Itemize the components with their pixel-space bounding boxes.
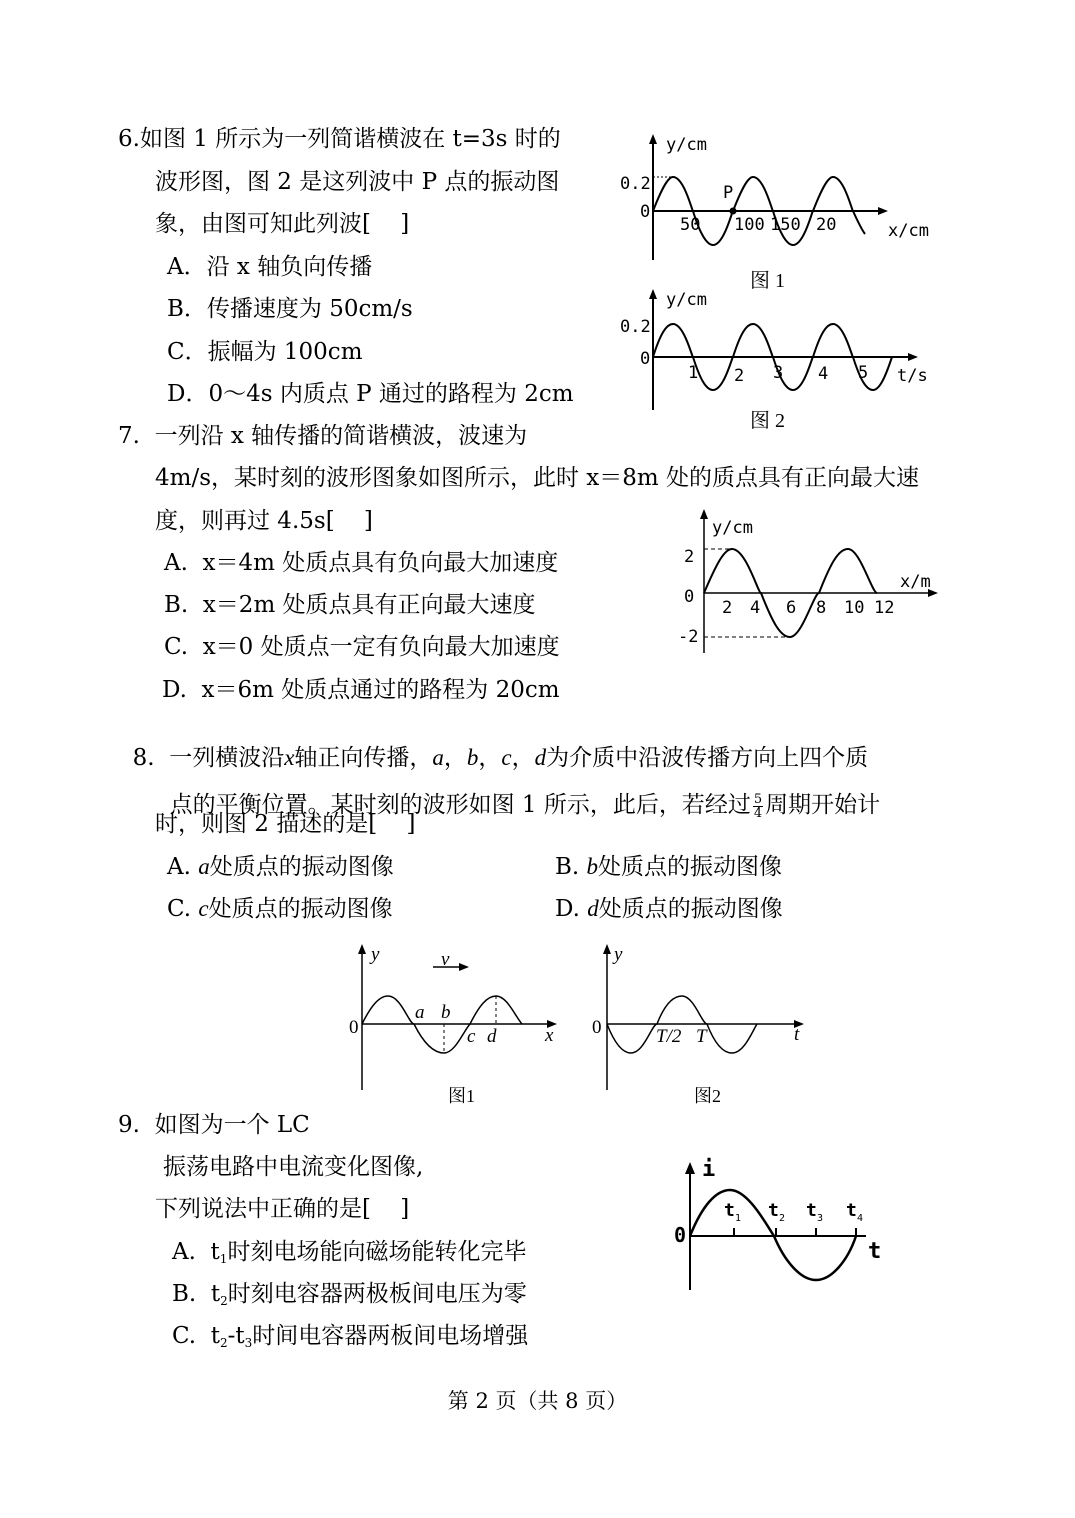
q7-option-c: C. x＝0 处质点一定有负向最大加速度	[164, 634, 560, 660]
svg-text:y: y	[614, 944, 623, 965]
svg-text:i: i	[702, 1157, 716, 1182]
q8-fig1-y-arrow-icon	[358, 944, 366, 954]
q6-fig2-x-arrow-icon	[908, 353, 918, 361]
svg-text:2: 2	[779, 1213, 786, 1224]
svg-text:4: 4	[857, 1213, 864, 1224]
q6-fig1-point-p	[730, 208, 737, 215]
svg-text:t: t	[724, 1200, 735, 1221]
q8-line2-post: 周期开始计	[765, 792, 881, 818]
q8-comma: ，	[511, 745, 535, 771]
q6-fig2-ylabel: y/cm	[666, 290, 707, 310]
q8-frac-den: 4	[753, 805, 763, 821]
q7-fig-xlabel: x/m	[900, 572, 931, 592]
q6-fig1-amp: 0.2	[620, 174, 651, 194]
q7-fig-tick: 6	[786, 598, 797, 618]
q8-option-c: C. c处质点的振动图像	[167, 896, 393, 922]
q9-line1: 9. 如图为一个 LC	[118, 1112, 310, 1138]
q8-fraction	[753, 793, 763, 820]
svg-text:3: 3	[817, 1213, 824, 1224]
q7-fig-ymin: -2	[678, 627, 699, 647]
q8-line3: 时，则图 2 描述的是[ ]	[155, 811, 416, 837]
q7-figure	[670, 505, 950, 655]
svg-text:0: 0	[349, 1017, 359, 1038]
q9-fig-y-arrow-icon	[685, 1162, 695, 1174]
svg-text:t: t	[868, 1239, 882, 1264]
q8-fig1-velocity-arrow-icon	[459, 963, 469, 971]
q8-frac-num: 5	[753, 791, 763, 807]
q6-fig1-tick: 100	[734, 215, 765, 235]
q8-var-a: a	[432, 745, 444, 770]
q6-fig2-tick: 1	[688, 363, 699, 383]
q8-line2-pre: 点的平衡位置。某时刻的波形如图 1 所示，此后，若经过	[169, 792, 751, 818]
svg-text:t: t	[794, 1024, 800, 1045]
q6-fig1-tick: 150	[770, 215, 801, 235]
q8-comma: ，	[443, 745, 467, 771]
svg-text:a: a	[415, 1002, 425, 1023]
q7-fig-tick: 4	[750, 598, 761, 618]
q6-option-c: C．振幅为 100cm	[167, 339, 363, 365]
svg-text:图2: 图2	[694, 1086, 721, 1106]
page-footer: 第 2 页（共 8 页）	[447, 1389, 628, 1413]
q9-figure	[668, 1150, 908, 1300]
q8-line1-pre: 8. 一列横波沿	[132, 745, 285, 771]
q6-fig2-xlabel: t/s	[897, 366, 928, 386]
svg-text:0: 0	[592, 1017, 602, 1038]
svg-text:0: 0	[674, 1223, 687, 1247]
q8-var-b: b	[466, 745, 479, 770]
q7-fig-ymax: 2	[684, 547, 695, 567]
q9-option-c: C. $t_2-t_3$时间电容器两板间电场增强	[172, 1323, 529, 1350]
q8-line1-post: 为介质中沿波传播方向上四个质	[546, 745, 869, 771]
q6-option-b: B．传播速度为 50cm/s	[167, 296, 413, 322]
q6-figure1	[610, 130, 950, 290]
q7-fig-tick: 2	[722, 598, 733, 618]
q8-option-b: B. b处质点的振动图像	[555, 854, 783, 880]
svg-text:t: t	[768, 1200, 779, 1221]
q6-fig2-tick: 5	[858, 363, 869, 383]
svg-text:v: v	[441, 949, 450, 970]
q9-line3: 下列说法中正确的是[ ]	[155, 1196, 410, 1222]
q8-var-x: x	[284, 745, 295, 770]
q7-line3: 度，则再过 4.5s[ ]	[155, 508, 373, 534]
svg-text:T: T	[696, 1026, 707, 1047]
q6-fig1-tick: 50	[680, 215, 701, 235]
q7-fig-tick: 10	[844, 598, 865, 618]
q7-option-d: D. x＝6m 处质点通过的路程为 20cm	[162, 677, 560, 703]
svg-text:b: b	[441, 1002, 451, 1023]
q8-figure1	[345, 940, 575, 1110]
q6-line1: 6.如图 1 所示为一列简谐横波在 t=3s 时的	[118, 126, 561, 152]
q6-fig1-caption: 图 1	[750, 270, 785, 292]
q8-option-a: A. a处质点的振动图像	[167, 854, 394, 880]
svg-text:t: t	[846, 1200, 857, 1221]
q6-fig2-tick: 2	[734, 366, 745, 386]
q6-fig2-tick: 4	[818, 364, 829, 384]
q8-option-d: D. d处质点的振动图像	[555, 896, 783, 922]
q6-fig2-origin: 0	[640, 349, 651, 369]
q6-fig1-tick: 20	[816, 215, 837, 235]
q8-var-d: d	[534, 745, 547, 770]
q7-fig-tick: 12	[874, 598, 895, 618]
svg-text:x: x	[545, 1025, 554, 1046]
q6-fig2-y-arrow-icon	[649, 289, 657, 299]
q6-fig1-origin: 0	[640, 202, 651, 222]
q7-option-a: A. x＝4m 处质点具有负向最大加速度	[164, 550, 559, 576]
q8-comma: ，	[478, 745, 502, 771]
q6-option-a: A．沿 x 轴负向传播	[167, 254, 373, 280]
q7-line2: 4m/s，某时刻的波形图象如图所示，此时 x＝8m 处的质点具有正向最大速	[155, 465, 920, 491]
q7-fig-ylabel: y/cm	[712, 518, 753, 538]
q7-fig-tick: 8	[816, 598, 827, 618]
q8-fig2-y-arrow-icon	[603, 944, 611, 954]
q8-figure2	[590, 940, 820, 1110]
svg-text:t: t	[806, 1200, 817, 1221]
q9-option-b: B. $t_2$时刻电容器两极板间电压为零	[172, 1281, 527, 1308]
q7-fig-origin: 0	[684, 587, 695, 607]
q7-line1: 7. 一列沿 x 轴传播的简谐横波，波速为	[118, 423, 528, 449]
q6-fig1-point-label: P	[723, 183, 734, 203]
svg-text:1: 1	[735, 1213, 742, 1224]
q9-line2: 振荡电路中电流变化图像,	[163, 1154, 424, 1180]
q6-fig2-tick: 3	[773, 363, 784, 383]
svg-text:y: y	[371, 944, 380, 965]
q7-option-b: B. x＝2m 处质点具有正向最大速度	[164, 592, 536, 618]
q9-option-a: A. $t_1$时刻电场能向磁场能转化完毕	[172, 1239, 527, 1266]
q6-fig2-caption: 图 2	[750, 410, 785, 432]
svg-text:d: d	[487, 1026, 497, 1047]
svg-text:c: c	[467, 1026, 476, 1047]
q6-figure2	[610, 285, 950, 435]
q7-fig-y-arrow-icon	[700, 509, 708, 519]
q6-fig1-y-arrow-icon	[649, 134, 657, 144]
svg-text:图1: 图1	[448, 1086, 475, 1106]
svg-text:T/2: T/2	[656, 1026, 682, 1047]
q6-fig1-ylabel: y/cm	[666, 135, 707, 155]
q6-fig1-xlabel: x/cm	[888, 221, 929, 241]
q6-line2: 波形图，图 2 是这列波中 P 点的振动图	[155, 169, 560, 195]
q6-fig1-x-arrow-icon	[878, 207, 888, 215]
q6-fig2-amp: 0.2	[620, 317, 651, 337]
q8-var-c: c	[501, 745, 512, 770]
q6-option-d: D．0～4s 内质点 P 通过的路程为 2cm	[167, 381, 574, 407]
q6-line3: 象，由图可知此列波[ ]	[155, 211, 410, 237]
q8-line1-mid: 轴正向传播，	[294, 745, 433, 771]
